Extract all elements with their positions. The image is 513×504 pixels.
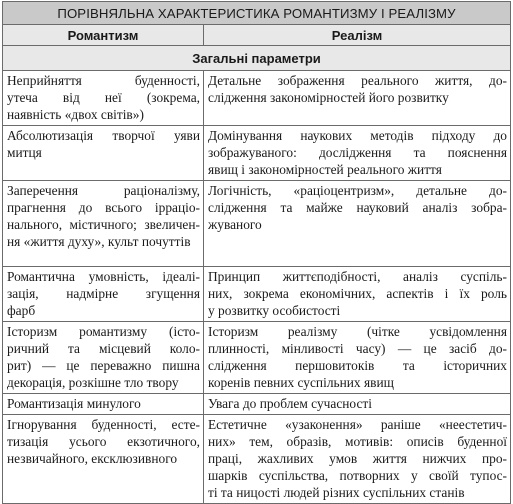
cell-line: ті та ницості людей різних суспільних станів xyxy=(208,485,465,500)
cell-line: слідження закономірностей його розвитку xyxy=(208,90,449,105)
cell-line: нального, містичного; звеличен- xyxy=(7,217,200,232)
cell-line: незвичайного, ексклюзивного xyxy=(7,451,178,466)
cell-line: плинності, мінливості часу) — це засіб до- xyxy=(208,341,507,356)
cell-line: Абсолютизація творчої уяви xyxy=(7,128,200,143)
table-row xyxy=(3,71,511,126)
cell-line: Історизм романтизму (істо- xyxy=(7,324,200,339)
table-row xyxy=(3,181,511,267)
cell-line: прагнення до всього ірраціо- xyxy=(7,200,200,215)
cell-line: Неприйняття буденності, xyxy=(7,73,200,88)
cell-line: наявність «двох світів») xyxy=(7,107,144,122)
cell-romanticism xyxy=(3,71,204,126)
cell-line: праці, жахливих умов життя нижчих про- xyxy=(208,451,507,466)
cell-realism xyxy=(204,415,511,504)
cell-line: жуваного xyxy=(208,217,262,232)
cell-romanticism xyxy=(3,394,204,415)
cell-romanticism xyxy=(3,126,204,181)
table-title: ПОРІВНЯЛЬНА ХАРАКТЕРИСТИКА РОМАНТИЗМУ І РЕАЛІЗМУ xyxy=(3,2,511,25)
cell-line: у розвитку особистості xyxy=(208,303,341,318)
cell-line: ня «життя духу», культ почуттів xyxy=(7,234,191,249)
cell-line: слідження та майже науковий аналіз зобра- xyxy=(208,200,507,215)
cell-realism xyxy=(204,267,511,322)
cell-romanticism xyxy=(3,181,204,267)
cell-realism xyxy=(204,394,511,415)
section-header: Загальні параметри xyxy=(3,46,511,71)
table-body xyxy=(3,71,511,504)
cell-line: Заперечення раціоналізму, xyxy=(7,183,200,198)
cell-line: Естетичне «узаконення» раніше «неестетич- xyxy=(208,417,507,432)
cell-line: явищ і закономірностей реального життя xyxy=(208,162,442,177)
cell-realism xyxy=(204,181,511,267)
table-row xyxy=(3,415,511,504)
cell-line: рит) — це переважно пишна xyxy=(7,358,200,373)
cell-line: Логічність, «раціоцентризм», детальне до- xyxy=(208,183,507,198)
cell-line: митця xyxy=(7,145,42,160)
cell-line: Романтична умовність, ідеалі- xyxy=(7,269,200,284)
cell-romanticism xyxy=(3,322,204,394)
cell-line: шарків суспільства, потворних у своїй тупос- xyxy=(208,468,507,483)
cell-romanticism xyxy=(3,267,204,322)
table-row xyxy=(3,394,511,415)
cell-line: коренів певних суспільних явищ xyxy=(208,375,394,390)
cell-line: Принцип життєподібності, аналіз суспіль- xyxy=(208,269,507,284)
cell-line: Детальне зображення реального життя, до- xyxy=(208,73,507,88)
table-row xyxy=(3,267,511,322)
cell-line: Романтизація минулого xyxy=(7,396,141,411)
cell-line: них, зокрема економічних, аспектів і їх роль xyxy=(208,286,507,301)
cell-line: Домінування наукових методів підходу до xyxy=(208,128,507,143)
cell-line: зація, надмірне згущення xyxy=(7,286,200,301)
cell-line: них» тем, образів, мотивів: описів буденної xyxy=(208,434,507,449)
cell-line: Ігнорування буденності, есте- xyxy=(7,417,200,432)
cell-line: утеча від неї (зокрема, xyxy=(7,90,200,105)
table-row xyxy=(3,126,511,181)
cell-line: фарб xyxy=(7,303,36,318)
cell-line: Увага до проблем сучасності xyxy=(208,396,372,411)
cell-realism xyxy=(204,71,511,126)
column-header-realism: Реалізм xyxy=(204,25,511,46)
cell-realism xyxy=(204,126,511,181)
cell-line: тизація усього екзотичного, xyxy=(7,434,200,449)
column-header-romanticism: Романтизм xyxy=(3,25,204,46)
cell-line: зображуваного: дослідження та пояснення xyxy=(208,145,507,160)
cell-realism xyxy=(204,322,511,394)
cell-line: декорація, розкішне тло твору xyxy=(7,375,179,390)
cell-romanticism xyxy=(3,415,204,504)
cell-line: Історизм реалізму (чітке усвідомлення xyxy=(208,324,507,339)
cell-line: слідження першовитоків та історичних xyxy=(208,358,507,373)
table-row xyxy=(3,322,511,394)
comparison-table xyxy=(2,1,511,504)
cell-line: ричний та місцевий коло- xyxy=(7,341,200,356)
